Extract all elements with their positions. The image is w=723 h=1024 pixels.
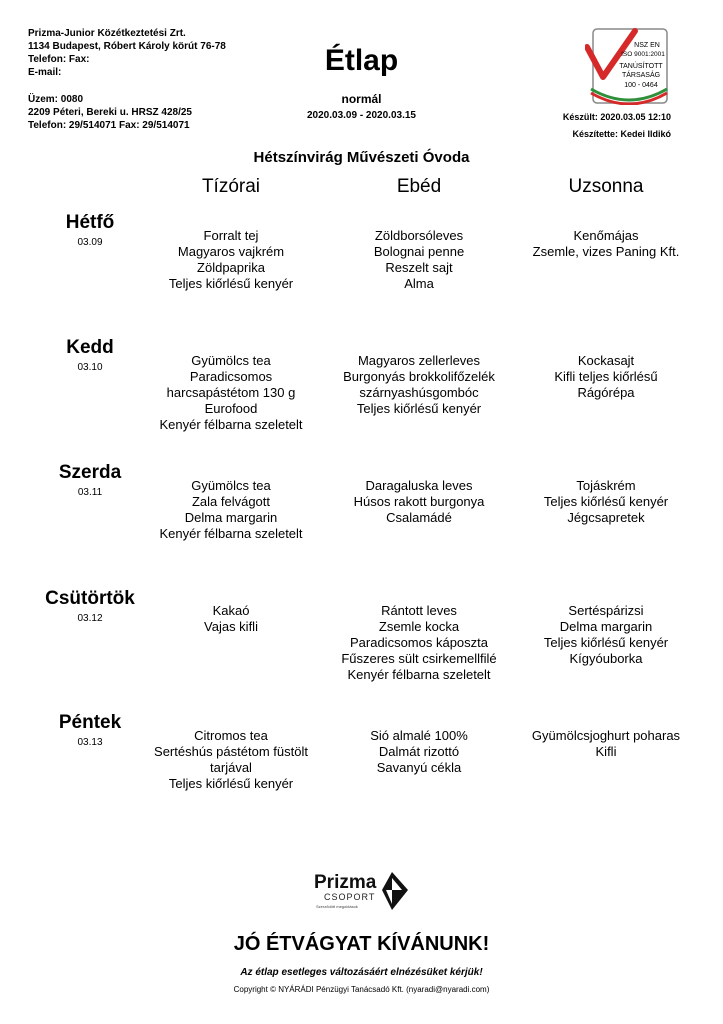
- menu-item: Jégcsapretek: [567, 510, 645, 525]
- menu-item: Sertéshús pástétom füstölt: [154, 744, 308, 759]
- menu-item: Fűszeres sült csirkemellfilé: [341, 651, 497, 666]
- menu-item: Burgonyás brokkolifőzelék: [343, 369, 495, 384]
- day-label-wednesday: [40, 462, 140, 498]
- site-phone-fax: Telefon: 29/514071 Fax: 29/514071: [28, 120, 190, 131]
- slogan: JÓ ÉTVÁGYAT KÍVÁNUNK!: [233, 933, 490, 955]
- menu-item: Zsemle, vizes Paning Kft.: [532, 244, 680, 259]
- menu-item: Teljes kiőrlésű kenyér: [356, 401, 482, 416]
- created-timestamp: Készült: 2020.03.05 12:10: [562, 112, 671, 122]
- iso-certificate-badge: [585, 27, 671, 105]
- menu-item: Zala felvágott: [191, 494, 271, 509]
- menu-item: Magyaros zellerleves: [357, 353, 481, 368]
- cert-line3: TANÚSÍTOTT: [619, 63, 663, 70]
- menu-cell-friday-ebed: [314, 728, 524, 776]
- menu-item: Tojáskrém: [576, 478, 636, 493]
- menu-cell-monday-tizorai: [126, 228, 336, 292]
- created-by: Készítette: Kedei Ildikó: [572, 129, 671, 139]
- menu-item: Rágórépa: [577, 385, 635, 400]
- column-header-tizorai: Tízórai: [201, 176, 261, 197]
- menu-item: Húsos rakott burgonya: [353, 494, 485, 509]
- logo-name: Prizma: [314, 872, 377, 893]
- iso-certificate-icon: [585, 27, 671, 105]
- menu-item: Gyümölcs tea: [191, 478, 271, 493]
- day-name: Szerda: [58, 462, 122, 483]
- menu-item: tarjával: [210, 760, 252, 775]
- menu-item: Teljes kiőrlésű kenyér: [168, 276, 294, 291]
- menu-item: harcsapástétom 130 g: [166, 385, 296, 400]
- day-name: Hétfő: [65, 212, 115, 233]
- menu-item: Teljes kiőrlésű kenyér: [543, 635, 669, 650]
- menu-cell-friday-uzsonna: [501, 728, 711, 760]
- day-label-tuesday: [40, 337, 140, 373]
- menu-item: Kenyér félbarna szeletelt: [159, 526, 303, 541]
- menu-item: Delma margarin: [559, 619, 653, 634]
- menu-item: Eurofood: [204, 401, 258, 416]
- menu-item: Paradicsomos káposzta: [349, 635, 488, 650]
- menu-cell-wednesday-tizorai: [126, 478, 336, 542]
- menu-cell-tuesday-tizorai: [126, 353, 336, 433]
- day-date: 03.10: [77, 362, 103, 373]
- prizma-logo-icon: [312, 866, 412, 916]
- day-date: 03.13: [77, 737, 103, 748]
- page-title: Étlap: [324, 44, 399, 77]
- menu-item: Citromos tea: [194, 728, 268, 743]
- menu-item: szárnyashúsgombóc: [359, 385, 479, 400]
- menu-cell-tuesday-uzsonna: [501, 353, 711, 401]
- menu-cell-tuesday-ebed: [314, 353, 524, 417]
- menu-item: Kenőmájas: [573, 228, 639, 243]
- change-note: Az étlap esetleges változásáért elnézésüket kérjük!: [240, 967, 483, 978]
- menu-cell-thursday-ebed: [314, 603, 524, 683]
- day-label-friday: [40, 712, 140, 748]
- menu-item: Forralt tej: [203, 228, 259, 243]
- day-name: Kedd: [66, 337, 114, 358]
- menu-cell-wednesday-uzsonna: [501, 478, 711, 526]
- menu-type: normál: [341, 92, 382, 106]
- cert-line1: NSZ EN: [634, 42, 660, 49]
- cert-line2: ISO 9001:2001: [621, 51, 665, 58]
- site-address: 2209 Péteri, Bereki u. HRSZ 428/25: [28, 107, 192, 118]
- menu-item: Kenyér félbarna szeletelt: [347, 667, 491, 682]
- company-email: E-mail:: [28, 67, 62, 78]
- menu-item: Gyümölcs tea: [191, 353, 271, 368]
- menu-item: Savanyú cékla: [376, 760, 462, 775]
- cert-line4: TÁRSASÁG: [621, 72, 661, 79]
- menu-item: Kifli teljes kiőrlésű: [554, 369, 658, 384]
- menu-item: Paradicsomos: [189, 369, 273, 384]
- column-header-ebed: Ebéd: [396, 176, 442, 197]
- menu-item: Kenyér félbarna szeletelt: [159, 417, 303, 432]
- day-label-monday: [40, 212, 140, 248]
- menu-item: Reszelt sajt: [385, 260, 453, 275]
- day-label-thursday: [40, 588, 140, 624]
- prizma-logo: [312, 866, 412, 916]
- menu-item: Kakaó: [212, 603, 250, 618]
- menu-item: Zsemle kocka: [378, 619, 460, 634]
- copyright: Copyright © NYÁRÁDI Pénzügyi Tanácsadó Kft. (nyaradi@nyaradi.com): [233, 985, 490, 994]
- day-name: Csütörtök: [45, 588, 135, 609]
- logo-sub: CSOPORT: [324, 892, 376, 902]
- company-name: Prizma-Junior Közétkeztetési Zrt.: [28, 28, 186, 39]
- menu-item: Vajas kifli: [204, 619, 258, 634]
- day-date: 03.09: [77, 237, 103, 248]
- menu-item: Rántott leves: [381, 603, 457, 618]
- menu-item: Delma margarin: [184, 510, 278, 525]
- menu-cell-monday-uzsonna: [501, 228, 711, 260]
- menu-item: Sertéspárizsi: [568, 603, 644, 618]
- menu-cell-friday-tizorai: [126, 728, 336, 792]
- menu-item: Sió almalé 100%: [370, 728, 468, 743]
- menu-item: Csalamádé: [386, 510, 452, 525]
- cert-line5: 100 - 0464: [624, 82, 658, 89]
- menu-item: Gyümölcsjoghurt poharas: [531, 728, 681, 743]
- menu-item: Dalmát rizottó: [378, 744, 460, 759]
- menu-item: Daragaluska leves: [365, 478, 473, 493]
- site-unit: Üzem: 0080: [28, 94, 84, 105]
- menu-item: Zöldpaprika: [197, 260, 265, 275]
- menu-item: Zöldborsóleves: [374, 228, 464, 243]
- menu-item: Kifli: [595, 744, 617, 759]
- column-header-uzsonna: Uzsonna: [568, 176, 644, 197]
- school-name: Hétszínvirág Művészeti Óvoda: [253, 149, 470, 166]
- menu-item: Alma: [404, 276, 434, 291]
- day-name: Péntek: [58, 712, 122, 733]
- day-date: 03.12: [77, 613, 103, 624]
- menu-item: Kígyóuborka: [569, 651, 643, 666]
- day-date: 03.11: [77, 487, 103, 498]
- menu-cell-thursday-uzsonna: [501, 603, 711, 667]
- menu-item: Kockasajt: [577, 353, 635, 368]
- company-address: 1134 Budapest, Róbert Károly körút 76-78: [28, 41, 226, 52]
- menu-item: Magyaros vajkrém: [177, 244, 285, 259]
- menu-item: Teljes kiőrlésű kenyér: [168, 776, 294, 791]
- menu-item: Teljes kiőrlésű kenyér: [543, 494, 669, 509]
- date-range: 2020.03.09 - 2020.03.15: [307, 110, 416, 121]
- menu-cell-monday-ebed: [314, 228, 524, 292]
- logo-tagline: Szerződött megoldások: [316, 904, 358, 909]
- menu-cell-wednesday-ebed: [314, 478, 524, 526]
- menu-item: Bolognai penne: [373, 244, 465, 259]
- menu-cell-thursday-tizorai: [126, 603, 336, 635]
- company-phone-fax: Telefon: Fax:: [28, 54, 90, 65]
